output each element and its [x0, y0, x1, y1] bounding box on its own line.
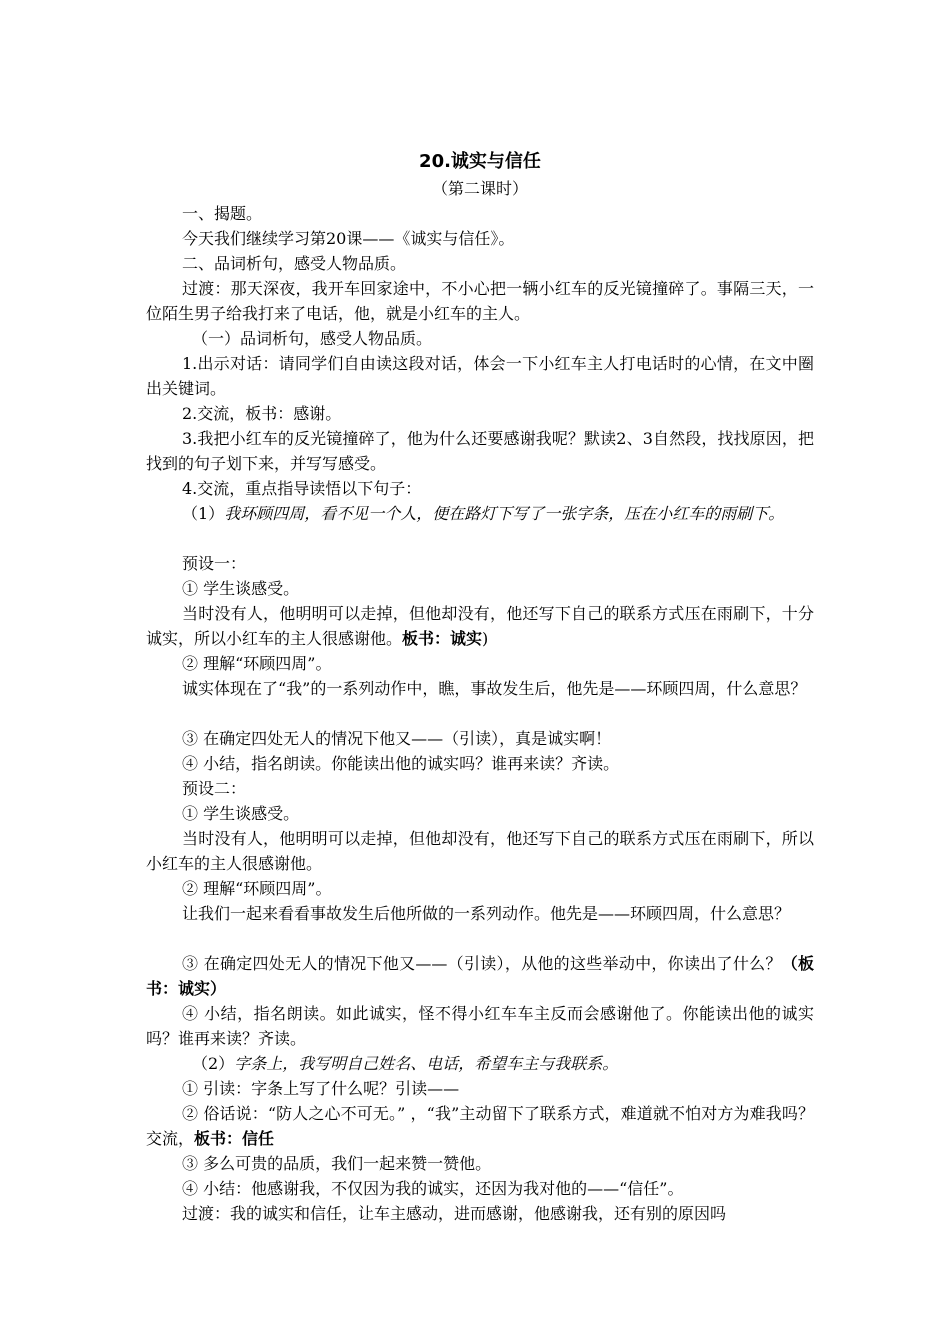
paragraph: ② 理解“环顾四周”。	[182, 654, 332, 673]
paragraph: ④ 小结，指名朗读。如此诚实，怪不得小红车车主反而会感谢他了。你能读出他的诚实吗？谁再来读？齐读。	[146, 1004, 814, 1048]
paragraph: ① 引读：字条上写了什么呢？引读——	[182, 1079, 460, 1098]
paragraph	[146, 1101, 814, 1151]
paragraph	[146, 501, 814, 551]
board-note: 板书：信任	[194, 1129, 275, 1148]
paragraph-text: ③ 在确定四处无人的情况下他又——（引读），从他的这些举动中，你读出了什么？	[182, 954, 782, 973]
document-subtitle: （第二课时）	[431, 179, 528, 198]
paragraph-prefix: （1）	[182, 504, 225, 523]
paragraph: ④ 小结，指名朗读。你能读出他的诚实吗？谁再来读？齐读。	[182, 754, 620, 773]
paragraph	[146, 1051, 814, 1076]
document-title: 20.诚实与信任	[419, 151, 541, 172]
paragraph: 4.交流，重点指导读悟以下句子：	[182, 479, 422, 498]
paragraph: ③ 多么可贵的品质，我们一起来赞一赞他。	[182, 1154, 492, 1173]
paragraph: 今天我们继续学习第20课——《诚实与信任》。	[182, 229, 515, 248]
paragraph: 3.我把小红车的反光镜撞碎了，他为什么还要感谢我呢？默读2、3自然段，找找原因，把找到的句子划下来，并写写感受。	[146, 429, 814, 473]
paragraph-text: 当时没有人，他明明可以走掉，但他却没有，他还写下自己的联系方式压在雨刷下，十分诚实，所以小红车的主人很感谢他。	[146, 604, 814, 648]
paragraph	[146, 951, 814, 1001]
quoted-sentence: 字条上，我写明自己姓名、电话，希望车主与我联系。	[234, 1054, 619, 1073]
paragraph: ② 理解“环顾四周”。	[182, 879, 332, 898]
paragraph: ③ 在确定四处无人的情况下他又——（引读），真是诚实啊！	[182, 729, 612, 748]
document-body	[146, 148, 814, 1226]
paragraph: 当时没有人，他明明可以走掉，但他却没有，他还写下自己的联系方式压在雨刷下，所以小红车的主人很感谢他。	[146, 829, 814, 873]
paragraph-tail: )	[482, 629, 489, 648]
paragraph: 过渡：我的诚实和信任，让车主感动，进而感谢，他感谢我，还有别的原因吗	[182, 1204, 727, 1223]
paragraph: 过渡：那天深夜，我开车回家途中，不小心把一辆小红车的反光镜撞碎了。事隔三天，一位陌生男子给我打来了电话，他，就是小红车的主人。	[146, 279, 814, 323]
paragraph: 1.出示对话：请同学们自由读这段对话，体会一下小红车主人打电话时的心情，在文中圈出关键词。	[146, 354, 814, 398]
paragraph-prefix: （2）	[192, 1054, 235, 1073]
paragraph: 让我们一起来看看事故发生后他所做的一系列动作。他先是——环顾四周，什么意思？	[182, 904, 791, 923]
paragraph-text: ② 俗话说：“防人之心不可无。” ，“我”主动留下了联系方式，难道就不怕对方为难我吗？交流，	[146, 1104, 814, 1148]
paragraph: （一）品词析句，感受人物品质。	[192, 329, 433, 348]
quoted-sentence: 我环顾四周，看不见一个人，便在路灯下写了一张字条，压在小红车的雨刷下。	[224, 504, 785, 523]
paragraph: 一、揭题。	[182, 204, 263, 223]
board-note: 板书：诚实	[402, 629, 483, 648]
paragraph: 预设二：	[182, 779, 247, 798]
paragraph: ④ 小结：他感谢我，不仅因为我的诚实，还因为我对他的——“信任”。	[182, 1179, 684, 1198]
paragraph	[146, 601, 814, 651]
paragraph: 预设一：	[182, 554, 247, 573]
paragraph: 二、品词析句，感受人物品质。	[182, 254, 407, 273]
paragraph: ① 学生谈感受。	[182, 804, 300, 823]
paragraph: 2.交流，板书：感谢。	[182, 404, 342, 423]
board-note: （板书：诚实）	[146, 954, 814, 998]
paragraph: ① 学生谈感受。	[182, 579, 300, 598]
paragraph: 诚实体现在了“我”的一系列动作中，瞧，事故发生后，他先是——环顾四周，什么意思？	[182, 679, 807, 698]
